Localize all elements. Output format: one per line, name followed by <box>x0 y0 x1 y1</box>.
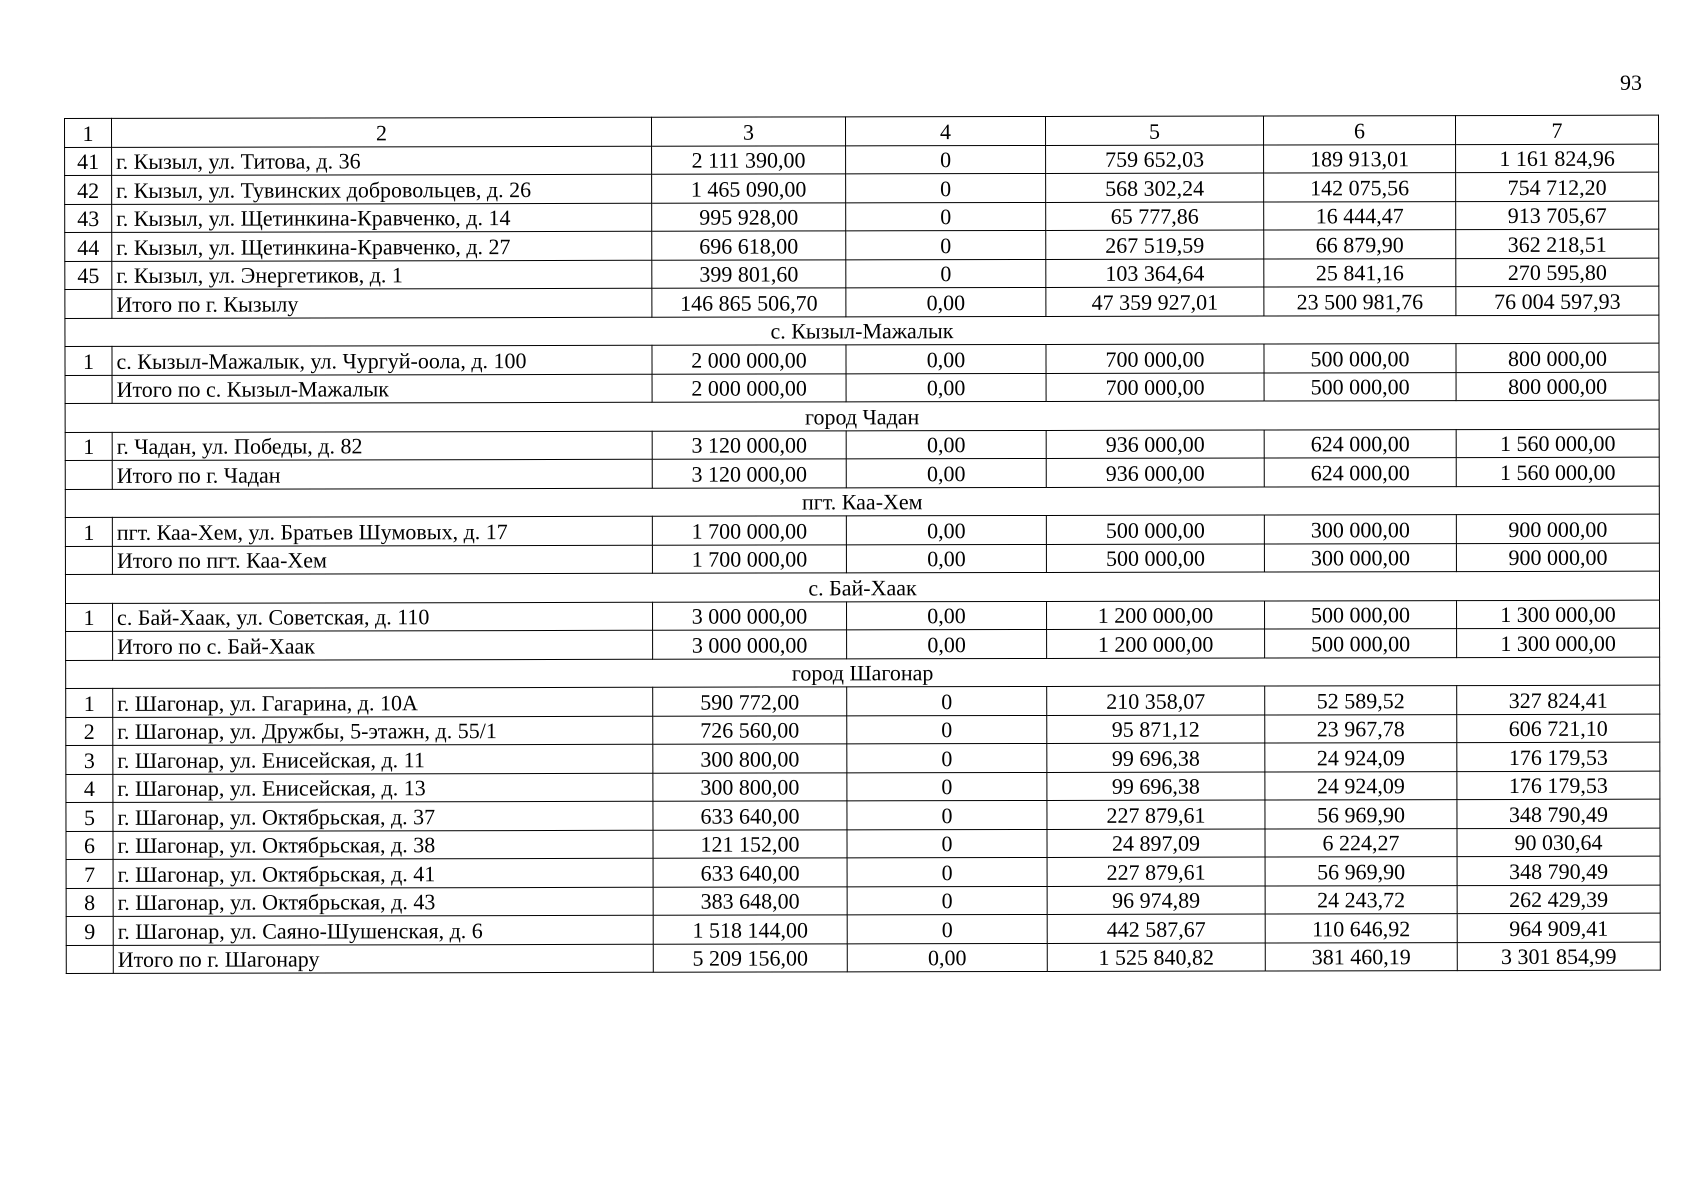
value-col-7: 176 179,53 <box>1457 771 1660 800</box>
value-col-5: 936 000,00 <box>1046 429 1264 458</box>
table-row <box>66 913 1660 945</box>
value-col-4: 0 <box>847 686 1047 715</box>
value-col-7: 754 712,20 <box>1456 172 1659 201</box>
total-col-7: 3 301 854,99 <box>1457 942 1660 971</box>
row-number: 9 <box>66 916 113 945</box>
value-col-5: 1 200 000,00 <box>1047 600 1265 629</box>
total-col-5: 936 000,00 <box>1046 458 1264 487</box>
value-col-5: 267 519,59 <box>1046 230 1264 259</box>
total-row <box>65 457 1659 489</box>
document-sheet <box>64 115 1660 974</box>
value-col-5: 700 000,00 <box>1046 344 1264 373</box>
row-number: 4 <box>66 774 113 803</box>
address-cell: г. Шагонар, ул. Саяно-Шушенская, д. 6 <box>113 915 653 945</box>
value-col-6: 66 879,90 <box>1264 230 1456 259</box>
value-col-4: 0 <box>846 173 1046 202</box>
row-number-empty <box>65 375 112 404</box>
total-col-7: 900 000,00 <box>1456 543 1659 572</box>
value-col-3: 1 700 000,00 <box>652 516 846 545</box>
total-col-3: 3 120 000,00 <box>652 459 846 488</box>
total-col-6: 500 000,00 <box>1265 629 1457 658</box>
value-col-6: 56 969,90 <box>1265 800 1457 829</box>
value-col-6: 24 924,09 <box>1265 743 1457 772</box>
table-header-row <box>65 115 1659 147</box>
address-cell: г. Кызыл, ул. Энергетиков, д. 1 <box>112 260 652 290</box>
row-number-empty <box>65 289 112 318</box>
value-col-4: 0 <box>846 230 1046 259</box>
value-col-5: 568 302,24 <box>1046 173 1264 202</box>
total-col-3: 2 000 000,00 <box>652 373 846 402</box>
total-col-4: 0,00 <box>846 287 1046 316</box>
value-col-4: 0,00 <box>846 430 1046 459</box>
value-col-6: 500 000,00 <box>1264 344 1456 373</box>
value-col-3: 300 800,00 <box>653 772 847 801</box>
value-col-5: 500 000,00 <box>1046 515 1264 544</box>
address-cell: г. Шагонар, ул. Октябрьская, д. 43 <box>113 887 653 917</box>
value-col-5: 24 897,09 <box>1047 828 1265 857</box>
total-col-6: 500 000,00 <box>1264 372 1456 401</box>
row-number: 8 <box>66 888 113 917</box>
value-col-4: 0 <box>846 202 1046 231</box>
address-cell: г. Кызыл, ул. Щетинкина-Кравченко, д. 27 <box>112 231 652 261</box>
table-row <box>65 229 1659 261</box>
value-col-3: 2 000 000,00 <box>652 345 846 374</box>
address-cell: с. Бай-Хаак, ул. Советская, д. 110 <box>113 602 653 632</box>
value-col-3: 726 560,00 <box>653 715 847 744</box>
value-col-5: 227 879,61 <box>1047 857 1265 886</box>
section-heading: с. Кызыл-Мажалык <box>65 315 1659 347</box>
value-col-7: 1 300 000,00 <box>1457 600 1660 629</box>
value-col-5: 65 777,86 <box>1046 201 1264 230</box>
value-col-7: 270 595,80 <box>1456 258 1659 287</box>
value-col-3: 696 618,00 <box>652 231 846 260</box>
total-col-4: 0,00 <box>847 629 1047 658</box>
value-col-5: 99 696,38 <box>1047 743 1265 772</box>
table-row <box>65 201 1659 233</box>
value-col-7: 327 824,41 <box>1457 685 1660 714</box>
value-col-7: 913 705,67 <box>1456 201 1659 230</box>
section-heading-row <box>65 486 1659 518</box>
row-number: 1 <box>65 432 112 461</box>
section-heading-row <box>65 400 1659 432</box>
address-cell: г. Кызыл, ул. Тувинских добровольцев, д. 26 <box>112 174 652 204</box>
total-col-5: 1 200 000,00 <box>1047 629 1265 658</box>
table-row <box>65 429 1659 461</box>
value-col-6: 24 243,72 <box>1265 885 1457 914</box>
value-col-3: 1 465 090,00 <box>652 174 846 203</box>
value-col-3: 300 800,00 <box>653 744 847 773</box>
value-col-5: 227 879,61 <box>1047 800 1265 829</box>
address-cell: г. Шагонар, ул. Гагарина, д. 10А <box>113 687 653 717</box>
table-row <box>65 343 1659 375</box>
value-col-4: 0 <box>847 857 1047 886</box>
total-label: Итого по г. Кызылу <box>112 288 652 318</box>
table-row <box>65 514 1659 546</box>
value-col-7: 348 790,49 <box>1457 799 1660 828</box>
table-row <box>66 828 1660 860</box>
section-heading: город Шагонар <box>66 657 1660 689</box>
section-heading: город Чадан <box>65 400 1659 432</box>
value-col-5: 103 364,64 <box>1046 258 1264 287</box>
header-cell: 2 <box>112 117 652 147</box>
header-cell: 4 <box>845 116 1045 145</box>
header-cell: 3 <box>651 117 845 146</box>
row-number-empty <box>65 460 112 489</box>
address-cell: г. Кызыл, ул. Титова, д. 36 <box>112 146 652 176</box>
table-row <box>66 856 1660 888</box>
value-col-3: 3 000 000,00 <box>653 601 847 630</box>
section-heading: с. Бай-Хаак <box>65 571 1659 603</box>
header-cell: 5 <box>1045 116 1263 145</box>
value-col-4: 0 <box>847 800 1047 829</box>
total-col-5: 47 359 927,01 <box>1046 287 1264 316</box>
address-cell: г. Шагонар, ул. Октябрьская, д. 37 <box>113 801 653 831</box>
value-col-5: 95 871,12 <box>1047 714 1265 743</box>
value-col-4: 0,00 <box>846 344 1046 373</box>
table-row <box>66 771 1660 803</box>
table-row <box>66 685 1660 717</box>
total-col-3: 1 700 000,00 <box>652 544 846 573</box>
address-cell: г. Шагонар, ул. Октябрьская, д. 38 <box>113 830 653 860</box>
value-col-4: 0 <box>847 743 1047 772</box>
total-row <box>65 543 1659 575</box>
value-col-3: 2 111 390,00 <box>652 145 846 174</box>
total-col-3: 3 000 000,00 <box>653 630 847 659</box>
total-col-6: 381 460,19 <box>1265 942 1457 971</box>
value-col-3: 399 801,60 <box>652 259 846 288</box>
value-col-3: 1 518 144,00 <box>653 915 847 944</box>
value-col-7: 606 721,10 <box>1457 714 1660 743</box>
total-label: Итого по г. Чадан <box>112 459 652 489</box>
value-col-6: 16 444,47 <box>1264 201 1456 230</box>
value-col-5: 442 587,67 <box>1047 914 1265 943</box>
table-row <box>65 144 1659 176</box>
value-col-3: 633 640,00 <box>653 858 847 887</box>
table-row <box>65 258 1659 290</box>
table-row <box>66 600 1660 632</box>
total-row <box>66 942 1660 974</box>
row-number: 7 <box>66 859 113 888</box>
address-cell: пгт. Каа-Хем, ул. Братьев Шумовых, д. 17 <box>112 516 652 546</box>
value-col-5: 759 652,03 <box>1046 144 1264 173</box>
value-col-4: 0 <box>846 259 1046 288</box>
value-col-7: 262 429,39 <box>1457 885 1660 914</box>
value-col-7: 176 179,53 <box>1457 742 1660 771</box>
total-label: Итого по г. Шагонару <box>113 944 653 974</box>
address-cell: с. Кызыл-Мажалык, ул. Чургуй-оола, д. 100 <box>112 345 652 375</box>
value-col-7: 1 560 000,00 <box>1456 429 1659 458</box>
total-col-5: 1 525 840,82 <box>1047 942 1265 971</box>
value-col-7: 348 790,49 <box>1457 856 1660 885</box>
value-col-4: 0 <box>847 829 1047 858</box>
total-col-7: 1 300 000,00 <box>1457 628 1660 657</box>
value-col-3: 121 152,00 <box>653 829 847 858</box>
value-col-7: 90 030,64 <box>1457 828 1660 857</box>
row-number: 1 <box>66 688 113 717</box>
total-col-7: 1 560 000,00 <box>1456 457 1659 486</box>
total-col-4: 0,00 <box>846 544 1046 573</box>
row-number: 45 <box>65 261 112 290</box>
total-col-3: 146 865 506,70 <box>652 288 846 317</box>
total-col-5: 500 000,00 <box>1046 543 1264 572</box>
section-heading-row <box>66 657 1660 689</box>
value-col-3: 3 120 000,00 <box>652 430 846 459</box>
total-col-4: 0,00 <box>846 458 1046 487</box>
value-col-7: 800 000,00 <box>1456 343 1659 372</box>
value-col-3: 995 928,00 <box>652 202 846 231</box>
total-label: Итого по с. Кызыл-Мажалык <box>112 374 652 404</box>
total-label: Итого по пгт. Каа-Хем <box>112 545 652 575</box>
value-col-3: 590 772,00 <box>653 687 847 716</box>
table-row <box>66 799 1660 831</box>
value-col-7: 964 909,41 <box>1457 913 1660 942</box>
value-col-5: 96 974,89 <box>1047 885 1265 914</box>
value-col-5: 99 696,38 <box>1047 771 1265 800</box>
value-col-4: 0,00 <box>846 515 1046 544</box>
row-number: 1 <box>66 603 113 632</box>
total-col-3: 5 209 156,00 <box>653 943 847 972</box>
row-number: 2 <box>66 717 113 746</box>
total-row <box>65 372 1659 404</box>
total-col-6: 23 500 981,76 <box>1264 287 1456 316</box>
value-col-6: 23 967,78 <box>1265 714 1457 743</box>
value-col-6: 624 000,00 <box>1264 429 1456 458</box>
value-col-4: 0 <box>847 772 1047 801</box>
value-col-7: 362 218,51 <box>1456 229 1659 258</box>
value-col-3: 633 640,00 <box>653 801 847 830</box>
value-col-6: 500 000,00 <box>1265 600 1457 629</box>
row-number: 43 <box>65 204 112 233</box>
row-number: 1 <box>65 517 112 546</box>
total-label: Итого по с. Бай-Хаак <box>113 630 653 660</box>
value-col-4: 0 <box>847 886 1047 915</box>
total-row <box>65 286 1659 318</box>
header-cell: 6 <box>1263 116 1455 145</box>
value-col-3: 383 648,00 <box>653 886 847 915</box>
value-col-4: 0 <box>847 715 1047 744</box>
budget-table <box>64 115 1661 974</box>
row-number: 3 <box>66 745 113 774</box>
row-number: 44 <box>65 232 112 261</box>
address-cell: г. Шагонар, ул. Енисейская, д. 11 <box>113 744 653 774</box>
row-number: 6 <box>66 831 113 860</box>
section-heading: пгт. Каа-Хем <box>65 486 1659 518</box>
total-col-4: 0,00 <box>847 943 1047 972</box>
value-col-7: 1 161 824,96 <box>1456 144 1659 173</box>
row-number-empty <box>66 631 113 660</box>
value-col-4: 0 <box>847 914 1047 943</box>
address-cell: г. Кызыл, ул. Щетинкина-Кравченко, д. 14 <box>112 203 652 233</box>
table-body <box>65 115 1661 973</box>
value-col-6: 52 589,52 <box>1265 686 1457 715</box>
value-col-6: 56 969,90 <box>1265 857 1457 886</box>
value-col-6: 25 841,16 <box>1264 258 1456 287</box>
row-number: 1 <box>65 346 112 375</box>
value-col-4: 0 <box>846 145 1046 174</box>
header-cell: 1 <box>65 118 112 147</box>
table-row <box>65 172 1659 204</box>
row-number-empty <box>65 546 112 575</box>
table-row <box>66 714 1660 746</box>
value-col-4: 0,00 <box>847 601 1047 630</box>
value-col-7: 900 000,00 <box>1456 514 1659 543</box>
total-col-7: 76 004 597,93 <box>1456 286 1659 315</box>
table-row <box>66 885 1660 917</box>
row-number: 5 <box>66 802 113 831</box>
row-number: 42 <box>65 175 112 204</box>
address-cell: г. Чадан, ул. Победы, д. 82 <box>112 431 652 461</box>
address-cell: г. Шагонар, ул. Октябрьская, д. 41 <box>113 858 653 888</box>
value-col-6: 189 913,01 <box>1264 144 1456 173</box>
value-col-6: 24 924,09 <box>1265 771 1457 800</box>
value-col-6: 142 075,56 <box>1264 173 1456 202</box>
section-heading-row <box>65 571 1659 603</box>
page-number: 93 <box>1620 70 1642 95</box>
total-col-4: 0,00 <box>846 373 1046 402</box>
address-cell: г. Шагонар, ул. Енисейская, д. 13 <box>113 773 653 803</box>
address-cell: г. Шагонар, ул. Дружбы, 5-этажн, д. 55/1 <box>113 716 653 746</box>
total-row <box>66 628 1660 660</box>
total-col-5: 700 000,00 <box>1046 372 1264 401</box>
value-col-6: 300 000,00 <box>1264 515 1456 544</box>
row-number: 41 <box>65 147 112 176</box>
header-cell: 7 <box>1455 115 1658 144</box>
table-row <box>66 742 1660 774</box>
row-number-empty <box>66 945 113 974</box>
value-col-6: 110 646,92 <box>1265 914 1457 943</box>
value-col-5: 210 358,07 <box>1047 686 1265 715</box>
total-col-7: 800 000,00 <box>1456 372 1659 401</box>
section-heading-row <box>65 315 1659 347</box>
total-col-6: 624 000,00 <box>1264 458 1456 487</box>
value-col-6: 6 224,27 <box>1265 828 1457 857</box>
total-col-6: 300 000,00 <box>1264 543 1456 572</box>
